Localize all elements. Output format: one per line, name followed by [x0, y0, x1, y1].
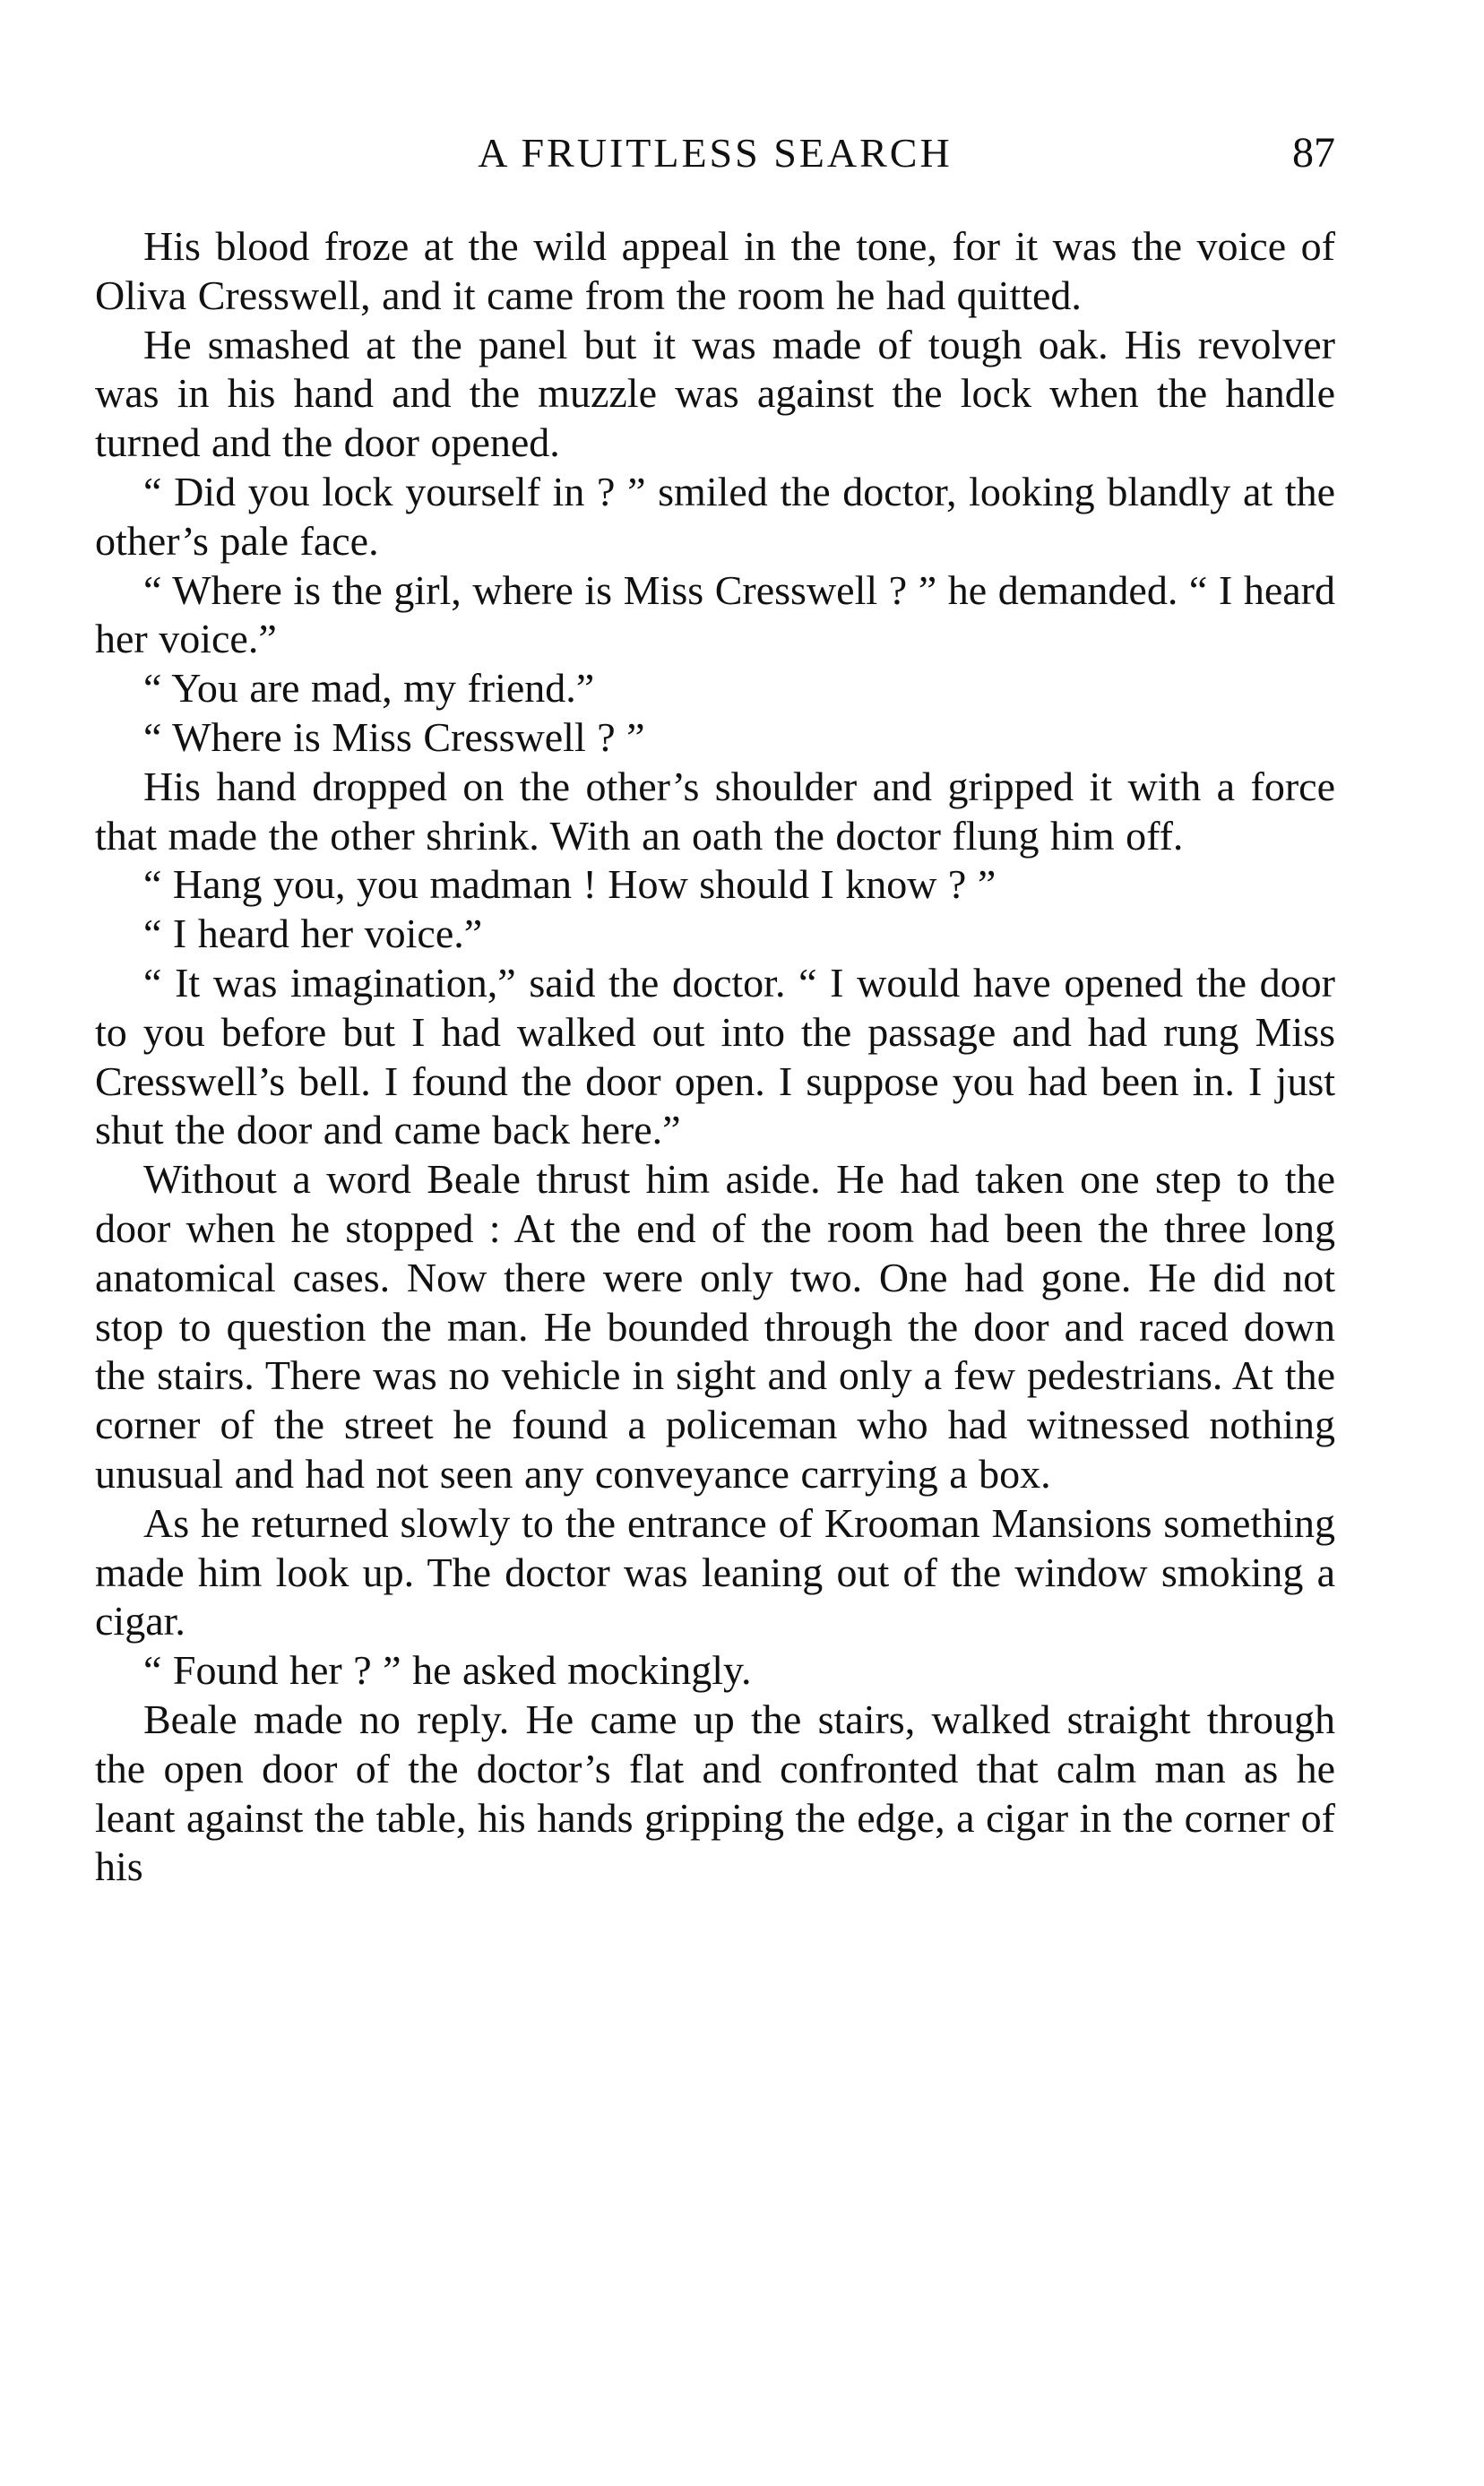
paragraph: “ Did you lock yourself in ? ” smiled the doctor, looking blandly at the other’s pale face.: [95, 468, 1335, 564]
paragraph: “ Hang you, you madman ! How should I know ? ”: [143, 861, 997, 908]
paragraph: “ It was imagination,” said the doctor. “ I would have opened the door to you before but I had walked out into the passage and had rung Miss Cresswell’s bell. I found the door open. I suppose you had been in. I just shut the door and came back here.”: [95, 959, 1335, 1153]
paragraph: “ Where is Miss Cresswell ? ”: [143, 713, 645, 760]
running-title: A FRUITLESS SEARCH: [478, 130, 953, 176]
paragraph: He smashed at the panel but it was made of tough oak. His revolver was in his hand and the muzzle was against the lock when the handle turned and the door opened.: [95, 321, 1335, 466]
paragraph: “ Where is the girl, where is Miss Cresswell ? ” he demanded. “ I heard her voice.”: [95, 566, 1335, 662]
paragraph: His hand dropped on the other’s shoulder and gripped it with a force that made the other shrink. With an oath the doctor flung him off.: [95, 763, 1335, 859]
paragraph: “ Found her ? ” he asked mockingly.: [143, 1647, 752, 1694]
paragraph: “ I heard her voice.”: [143, 911, 483, 957]
paragraph: “ You are mad, my friend.”: [143, 665, 595, 712]
paragraph: Beale made no reply. He came up the stairs, walked straight through the open door of the doctor’s flat and confronted that calm man as he leant against the table, his hands gripping the edge, a cigar in the corner of his: [95, 1696, 1335, 1890]
page-number: 87: [1292, 129, 1335, 177]
body-text: [95, 222, 1335, 1892]
running-head: [95, 125, 1335, 181]
paragraph: His blood froze at the wild appeal in the tone, for it was the voice of Oliva Cresswell, and it came from the room he had quitted.: [95, 223, 1335, 318]
paragraph: Without a word Beale thrust him aside. He had taken one step to the door when he stopped : At the end of the room had been the three long anatomical cases. Now there were only two. One had gone. He did not stop to question the man. He bounded through the door and raced down the stairs. There was no vehicle in sight and only a few pedestrians. At the corner of the street he found a policeman who had witnessed nothing unusual and had not seen any conveyance carrying a box.: [95, 1156, 1335, 1497]
paragraph: As he returned slowly to the entrance of Krooman Mansions something made him look up. The doctor was leaning out of the window smoking a cigar.: [95, 1499, 1335, 1644]
